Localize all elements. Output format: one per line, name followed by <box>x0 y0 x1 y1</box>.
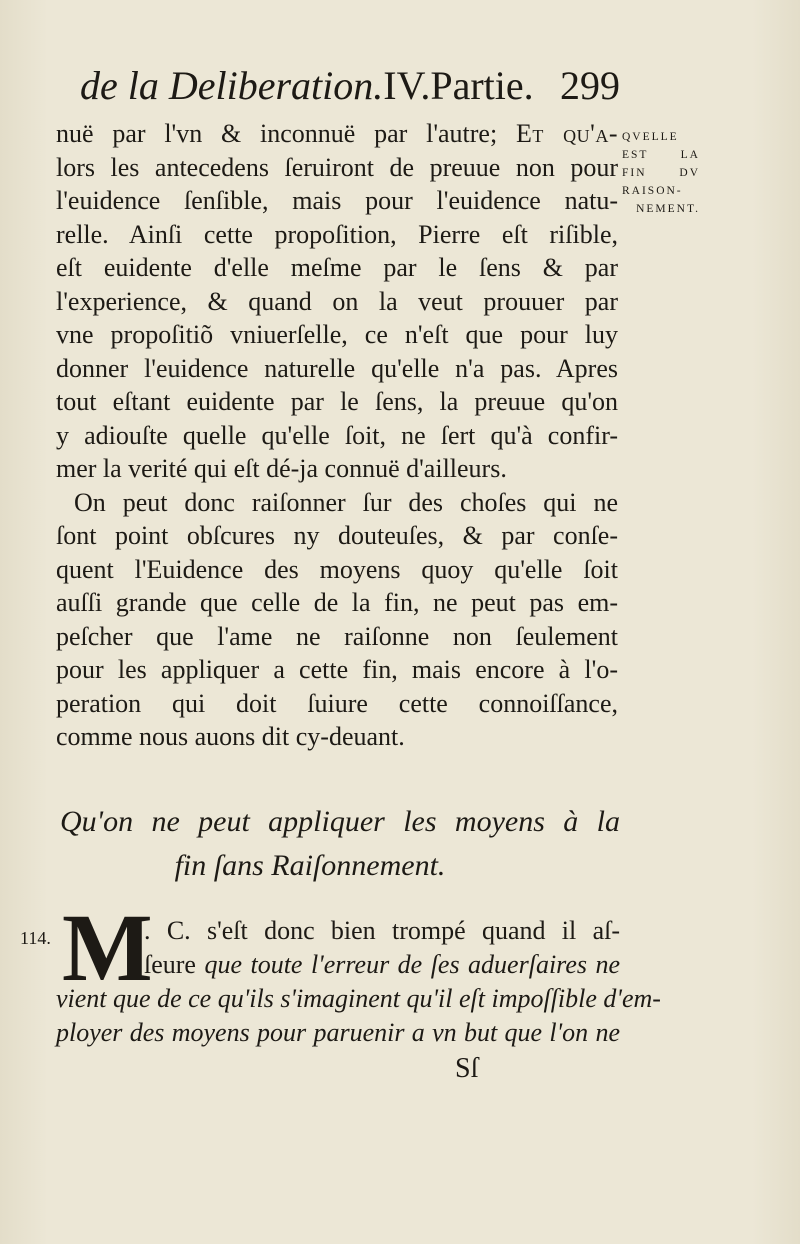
text-line: comme nous auons dit cy-deuant. <box>56 722 405 751</box>
text-line: quent l'Euidence des moyens quoy qu'elle ſoit <box>56 554 618 584</box>
text-line: ployer des moyens pour paruenir a vn but que l'on ne <box>56 1018 620 1047</box>
text-line: eſt euidente d'elle meſme par le ſens & par <box>56 253 618 282</box>
margin-note-line: NEMENT. <box>636 203 700 215</box>
catchword: Sſ <box>455 1053 479 1084</box>
text-line: peration qui doit ſuiure cette connoiſſance, <box>56 688 618 718</box>
section-continuation <box>56 982 661 1050</box>
text-line: nuë par l'vn & inconnuë par l'autre; Et qu'a- <box>56 119 619 148</box>
margin-note-line: QVELLE <box>622 131 679 143</box>
drop-cap: M <box>62 894 153 1001</box>
page-number: 299 <box>560 63 620 108</box>
text-line: peſcher que l'ame ne raiſonne non ſeulement <box>56 621 618 651</box>
text-line: tout eſtant euidente par le ſens, la preuue qu'on <box>56 387 618 416</box>
text-line: l'euidence ſenſible, mais pour l'euidence natu- <box>56 186 618 215</box>
section-title <box>60 800 620 888</box>
text-line: mer la verité qui eſt dé-ja connuë d'ailleurs. <box>56 454 507 483</box>
section-number: 114. <box>20 928 51 948</box>
margin-note <box>622 128 700 218</box>
paragraph-1 <box>56 117 618 754</box>
section-opening <box>144 914 620 982</box>
running-header <box>80 62 620 110</box>
section-title-line: fin ſans Raiſonnement. <box>174 849 446 882</box>
text-line: l'experience, & quand on la veut prouuer par <box>56 286 618 316</box>
text-line: pour les appliquer a cette fin, mais encore à l'o- <box>56 655 618 684</box>
text-line: lors les antecedens ſeruiront de preuue non pour <box>56 152 618 182</box>
margin-note-line: FIN DV <box>622 167 700 179</box>
text-line: vne propoſitiõ vniuerſelle, ce n'eſt que pour luy <box>56 320 618 349</box>
margin-note-line: RAISON- <box>622 185 683 197</box>
text-line: . C. s'eſt donc bien trompé quand il aſ- <box>144 916 620 945</box>
text-line: vient que de ce qu'ils s'imaginent qu'il eſt impoſſible d'em- <box>56 984 661 1013</box>
section-title-line: Qu'on ne peut appliquer les moyens à la <box>60 805 620 838</box>
text-line: On peut donc raiſonner ſur des choſes qui ne <box>74 487 618 517</box>
running-title: de la Deliberation. <box>80 63 384 108</box>
part-label: IV.Partie. <box>383 63 534 108</box>
text-line: auſſi grande que celle de la fin, ne peut pas em- <box>56 588 618 617</box>
text-line: ſeure que toute l'erreur de ſes aduerſaires ne <box>144 950 620 979</box>
text-line: y adiouſte quelle qu'elle ſoit, ne ſert qu'à confir- <box>56 420 618 450</box>
text-line: donner l'euidence naturelle qu'elle n'a pas. Apres <box>56 353 618 383</box>
margin-note-line: EST LA <box>622 149 700 161</box>
text-line: ſont point obſcures ny douteuſes, & par conſe- <box>56 521 618 550</box>
text-line: relle. Ainſi cette propoſition, Pierre eſt riſible, <box>56 219 618 249</box>
